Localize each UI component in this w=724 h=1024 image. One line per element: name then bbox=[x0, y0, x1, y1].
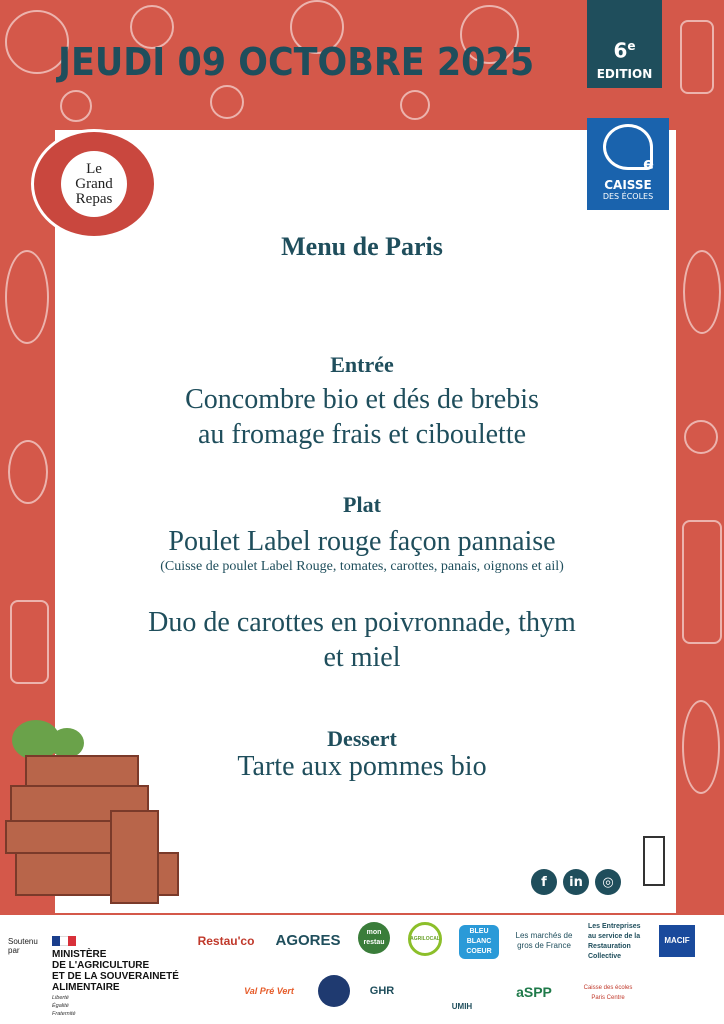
mon-restau-logo: mon restau bbox=[358, 922, 390, 954]
ministere-line3: ET DE LA SOUVERAINETÉ bbox=[52, 971, 179, 982]
grand-repas-logo bbox=[31, 129, 157, 239]
caisse-emblem-icon bbox=[603, 124, 653, 170]
instagram-icon[interactable]: ◎ bbox=[595, 869, 621, 895]
ministere-line2: DE L'AGRICULTURE bbox=[52, 960, 150, 971]
event-date-title: JEUDI 09 OCTOBRE 2025 bbox=[58, 40, 535, 84]
edition-badge bbox=[587, 0, 662, 88]
ministere-line4: ALIMENTAIRE bbox=[52, 982, 120, 993]
dessert-dish: Tarte aux pommes bio bbox=[237, 751, 487, 782]
caisse-des-ecoles-logo bbox=[587, 118, 669, 210]
ministere-logo bbox=[52, 936, 179, 1017]
entree-heading: Entrée bbox=[330, 352, 394, 377]
umih-logo: UMIH bbox=[451, 1002, 473, 1011]
vegetable-crates-illustration bbox=[0, 720, 185, 915]
restauco-logo: Restau'co bbox=[197, 934, 255, 948]
agores-logo: AGORES bbox=[275, 932, 341, 949]
ministere-line1: MINISTÈRE bbox=[52, 949, 107, 960]
plat-dish1-detail: (Cuisse de poulet Label Rouge, tomates, carottes, panais, oignons et ail) bbox=[160, 559, 564, 574]
entree-dish-line1: Concombre bio et dés de brebis bbox=[185, 384, 539, 415]
partner-seal-icon bbox=[318, 975, 350, 1007]
plat-dish2-line2: et miel bbox=[323, 642, 401, 673]
edition-label: EDITION bbox=[596, 66, 653, 81]
plat-heading: Plat bbox=[343, 492, 381, 517]
plat-dish2-line1: Duo de carottes en poivronnade, thym bbox=[148, 607, 576, 638]
ghr-logo: GHR bbox=[369, 985, 395, 997]
linkedin-icon[interactable]: in bbox=[563, 869, 589, 895]
soutenu-par bbox=[8, 937, 38, 955]
plat-side-dish bbox=[0, 605, 724, 675]
logo-text-grand: Grand bbox=[75, 175, 113, 192]
plat-section bbox=[0, 492, 724, 575]
soutenu-line2: par bbox=[8, 946, 20, 955]
agrilocal-logo: AGRILOCAL bbox=[408, 922, 442, 956]
aspp-logo: aSPP bbox=[516, 984, 552, 1000]
bleu-blanc-coeur-logo: BLEU BLANC COEUR bbox=[459, 925, 499, 959]
entree-dish-line2: au fromage frais et ciboulette bbox=[197, 419, 527, 450]
entree-section bbox=[0, 352, 724, 452]
plat-dish1: Poulet Label rouge façon pannaise bbox=[168, 526, 556, 557]
menu-title: Menu de Paris bbox=[281, 232, 443, 261]
dessert-heading: Dessert bbox=[327, 726, 397, 751]
french-flag-icon bbox=[52, 936, 76, 946]
devise-fraternite: Fraternité bbox=[52, 1011, 76, 1017]
logo-text-le: Le bbox=[86, 160, 102, 177]
devise-liberte: Liberté bbox=[52, 995, 69, 1001]
caisse-paris-centre-logo: Caisse des écoles Paris Centre bbox=[583, 985, 633, 1001]
edition-suffix: e bbox=[627, 39, 636, 53]
caisse-logo-line2: DES ÉCOLES bbox=[602, 192, 654, 201]
val-pre-vert-logo: Val Pré Vert bbox=[244, 986, 294, 996]
devise-egalite: Égalité bbox=[52, 1003, 69, 1009]
caisse-logo-line1: CAISSE bbox=[604, 178, 652, 192]
soutenu-line1: Soutenu bbox=[8, 937, 38, 946]
macif-logo: MACIF bbox=[659, 925, 695, 957]
logo-text-repas: Repas bbox=[75, 190, 113, 207]
facebook-icon[interactable]: f bbox=[531, 869, 557, 895]
qr-code-icon bbox=[643, 836, 665, 886]
edition-number: 6 bbox=[613, 38, 628, 63]
marches-de-gros-logo: Les marchés de gros de France bbox=[515, 931, 573, 950]
entreprises-restauration-logo: Les Entreprises au service de la Restauration Collective bbox=[588, 923, 641, 960]
